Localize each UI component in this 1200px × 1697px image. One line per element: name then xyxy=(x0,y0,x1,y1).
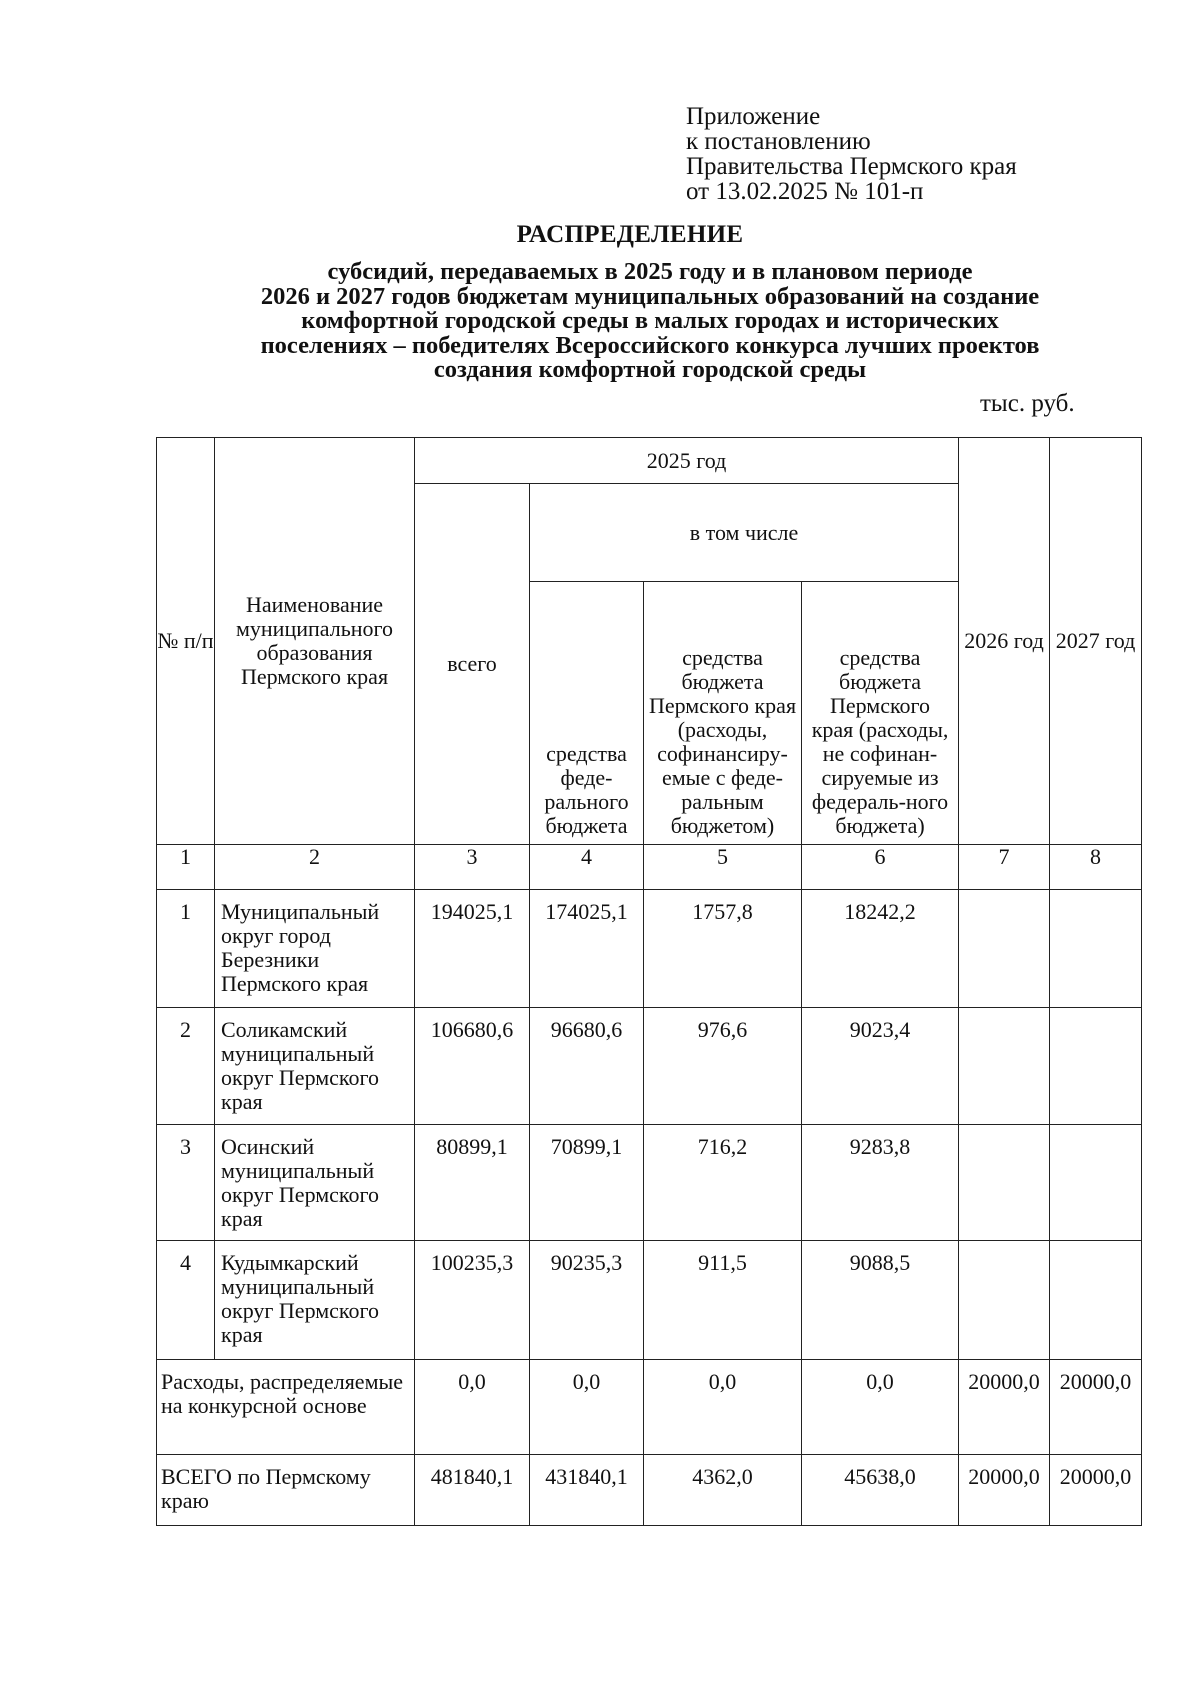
row-number: 4 xyxy=(157,1241,215,1360)
table-row xyxy=(157,1008,1142,1125)
appendix-line: к постановлению xyxy=(686,128,871,155)
competitive-cofinanced: 0,0 xyxy=(644,1360,802,1455)
document-title: РАСПРЕДЕЛЕНИЕ xyxy=(516,221,744,248)
row-not-cofinanced: 18242,2 xyxy=(802,890,959,1008)
column-number: 3 xyxy=(415,845,530,890)
grand-total-not-cofinanced: 45638,0 xyxy=(802,1455,959,1526)
row-not-cofinanced: 9088,5 xyxy=(802,1241,959,1360)
row-name: Муниципальный округ город Березники Пермского края xyxy=(215,890,415,1008)
row-not-cofinanced: 9283,8 xyxy=(802,1125,959,1241)
competitive-total: 0,0 xyxy=(415,1360,530,1455)
row-name: Кудымкарский муниципальный округ Пермского края xyxy=(215,1241,415,1360)
units-label: тыс. руб. xyxy=(980,390,1075,417)
appendix-line: Приложение xyxy=(686,103,821,130)
column-number: 6 xyxy=(802,845,959,890)
column-numbers-row xyxy=(157,845,1142,890)
appendix-line: от 13.02.2025 № 101-п xyxy=(686,178,924,205)
column-number: 1 xyxy=(157,845,215,890)
competitive-row xyxy=(157,1360,1142,1455)
row-cofinanced: 1757,8 xyxy=(644,890,802,1008)
row-2026 xyxy=(959,1125,1050,1241)
row-not-cofinanced: 9023,4 xyxy=(802,1008,959,1125)
header-cofinanced: средства бюджета Пермского края (расходы, софинансиру-емые с феде-ральным бюджетом) xyxy=(644,582,802,845)
competitive-2027: 20000,0 xyxy=(1050,1360,1142,1455)
subtitle-line: создания комфортной городской среды xyxy=(433,356,867,383)
subtitle-line: комфортной городской среды в малых городах и исторических xyxy=(301,307,999,334)
table-row xyxy=(157,1241,1142,1360)
row-total: 194025,1 xyxy=(415,890,530,1008)
grand-total-label: ВСЕГО по Пермскому краю xyxy=(157,1455,415,1526)
header-total: всего xyxy=(415,484,530,845)
row-federal: 174025,1 xyxy=(530,890,644,1008)
header-name: Наименование муниципального образования Пермского края xyxy=(215,438,415,845)
table-row xyxy=(157,890,1142,1008)
header-2027: 2027 год xyxy=(1050,438,1142,845)
grand-total-2027: 20000,0 xyxy=(1050,1455,1142,1526)
competitive-not-cofinanced: 0,0 xyxy=(802,1360,959,1455)
row-total: 106680,6 xyxy=(415,1008,530,1125)
competitive-2026: 20000,0 xyxy=(959,1360,1050,1455)
appendix-line: Правительства Пермского края xyxy=(686,153,1017,180)
grand-total-federal: 431840,1 xyxy=(530,1455,644,1526)
row-number: 3 xyxy=(157,1125,215,1241)
row-2027 xyxy=(1050,1125,1142,1241)
header-not-cofinanced: средства бюджета Пермского края (расходы, не софинан-сируемые из федераль-ного бюджета) xyxy=(802,582,959,845)
header-2026: 2026 год xyxy=(959,438,1050,845)
row-number: 1 xyxy=(157,890,215,1008)
competitive-label: Расходы, распределяемые на конкурсной основе xyxy=(157,1360,415,1455)
column-number: 7 xyxy=(959,845,1050,890)
row-cofinanced: 911,5 xyxy=(644,1241,802,1360)
grand-total-row xyxy=(157,1455,1142,1526)
table-row xyxy=(157,1125,1142,1241)
row-2026 xyxy=(959,890,1050,1008)
row-cofinanced: 976,6 xyxy=(644,1008,802,1125)
row-federal: 96680,6 xyxy=(530,1008,644,1125)
row-name: Соликамский муниципальный округ Пермского края xyxy=(215,1008,415,1125)
subtitle-line: 2026 и 2027 годов бюджетам муниципальных образований на создание xyxy=(260,282,1040,310)
header-including: в том числе xyxy=(530,484,959,582)
row-federal: 70899,1 xyxy=(530,1125,644,1241)
distribution-table xyxy=(156,437,1142,1526)
document-subtitle xyxy=(150,260,1150,383)
row-2027 xyxy=(1050,1008,1142,1125)
row-2027 xyxy=(1050,1241,1142,1360)
header-num: № п/п xyxy=(157,438,215,845)
row-2026 xyxy=(959,1008,1050,1125)
row-2026 xyxy=(959,1241,1050,1360)
header-2025: 2025 год xyxy=(415,438,959,484)
appendix-note xyxy=(686,104,1017,204)
header-federal: средства феде-рального бюджета xyxy=(530,582,644,845)
column-number: 8 xyxy=(1050,845,1142,890)
grand-total-2026: 20000,0 xyxy=(959,1455,1050,1526)
subtitle-line: поселениях – победителях Всероссийского конкурса лучших проектов xyxy=(260,331,1040,359)
column-number: 4 xyxy=(530,845,644,890)
competitive-federal: 0,0 xyxy=(530,1360,644,1455)
row-name: Осинский муниципальный округ Пермского края xyxy=(215,1125,415,1241)
row-2027 xyxy=(1050,890,1142,1008)
row-cofinanced: 716,2 xyxy=(644,1125,802,1241)
row-total: 80899,1 xyxy=(415,1125,530,1241)
row-number: 2 xyxy=(157,1008,215,1125)
subtitle-line: субсидий, передаваемых в 2025 году и в плановом периоде xyxy=(327,258,973,285)
column-number: 2 xyxy=(215,845,415,890)
grand-total-total: 481840,1 xyxy=(415,1455,530,1526)
column-number: 5 xyxy=(644,845,802,890)
row-total: 100235,3 xyxy=(415,1241,530,1360)
row-federal: 90235,3 xyxy=(530,1241,644,1360)
grand-total-cofinanced: 4362,0 xyxy=(644,1455,802,1526)
